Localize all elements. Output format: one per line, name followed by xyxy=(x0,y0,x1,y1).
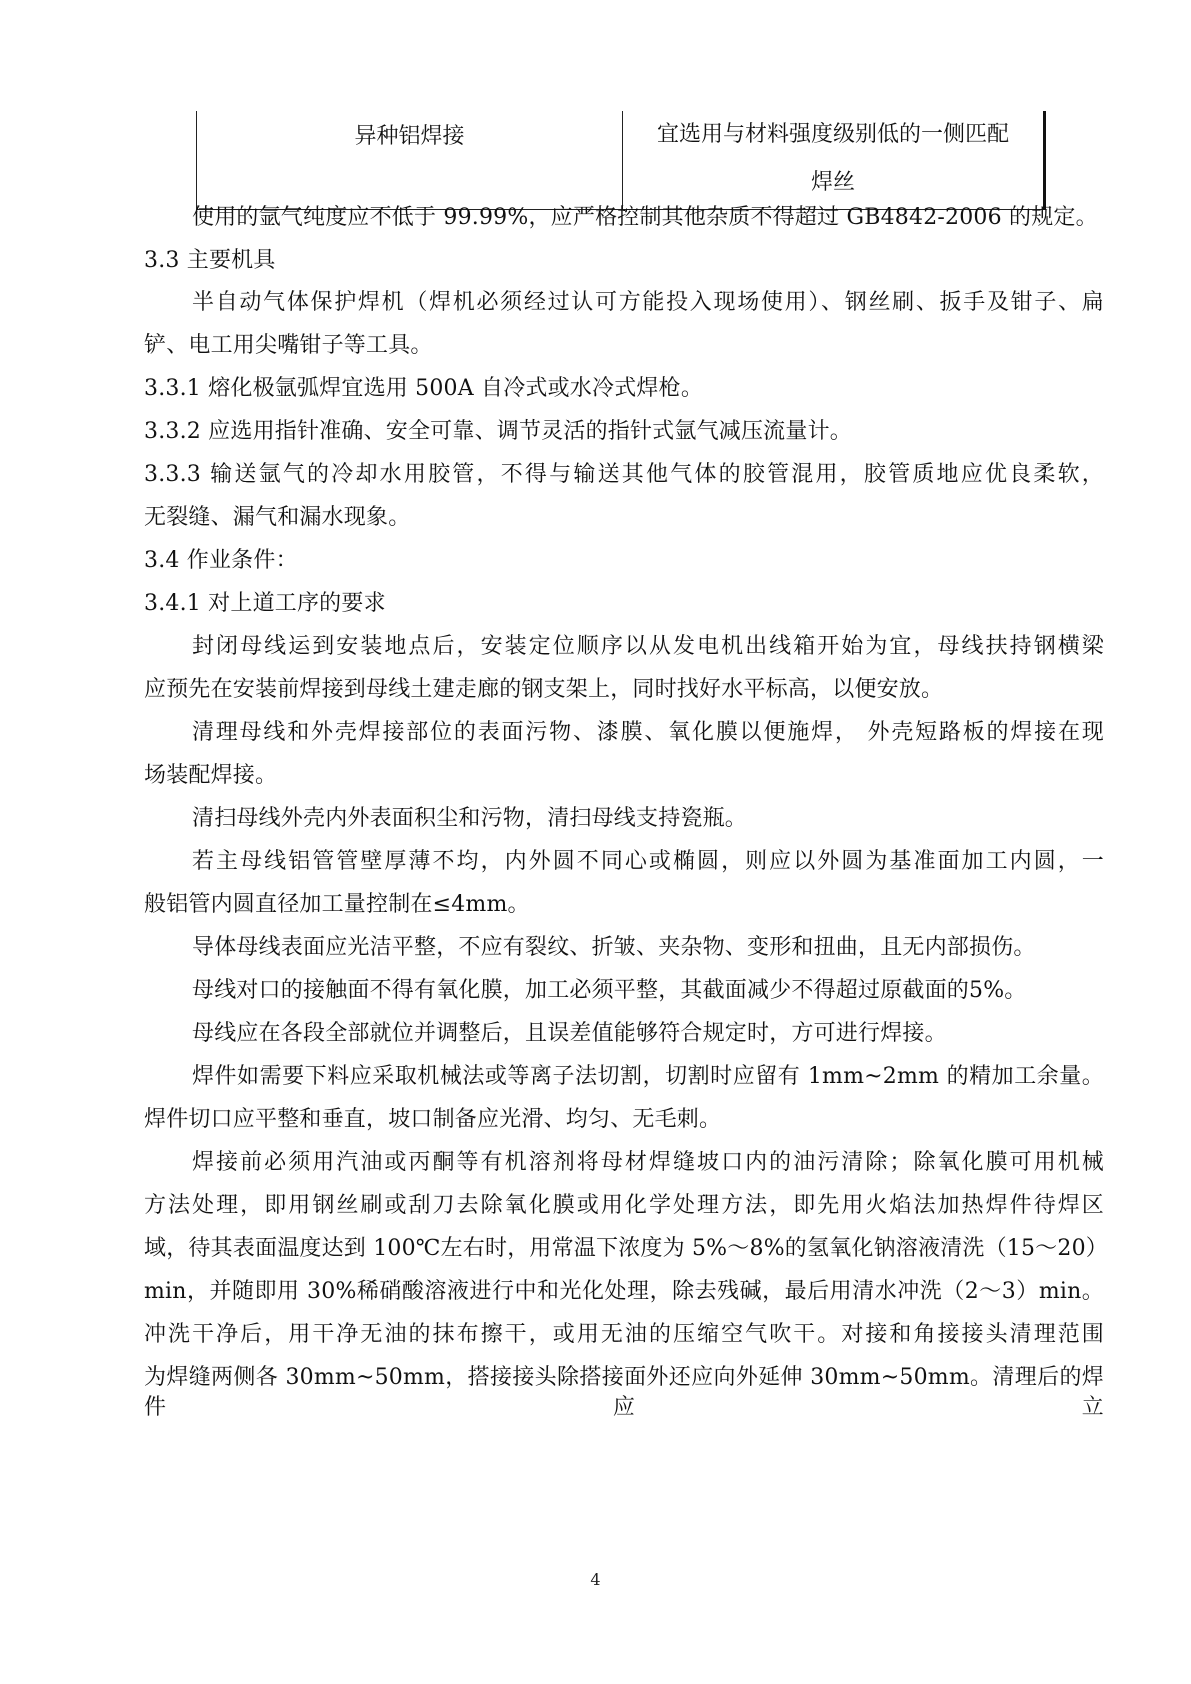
paragraph-cutting-line-2: 焊件切口应平整和垂直，坡口制备应光滑、均匀、无毛刺。 xyxy=(144,1107,722,1132)
wire-selection-line-1: 宜选用与材料强度级别低的一侧匹配 xyxy=(656,122,1009,147)
paragraph-contact-surface: 母线对口的接触面不得有氧化膜，加工必须平整，其截面减少不得超过原截面的5%。 xyxy=(192,978,1027,1003)
table-cell-wire-selection xyxy=(623,111,1045,210)
paragraph-sweeping: 清扫母线外壳内外表面积尘和污物，清扫母线支持瓷瓶。 xyxy=(192,806,748,831)
joint-type-text: 异种铝焊接 xyxy=(354,124,465,149)
paragraph-pretreatment-line-4: min，并随即用 30%稀硝酸溶液进行中和光化处理，除去残碱，最后用清水冲洗（2～3）min。 xyxy=(144,1279,1104,1304)
paragraph-cleaning-line-2: 场装配焊接。 xyxy=(144,763,278,788)
paragraph-tools-line-1: 半自动气体保护焊机（焊机必须经过认可方能投入现场使用）、钢丝刷、扳手及钳子、扁 xyxy=(192,290,1104,315)
paragraph-pretreatment-line-6: 为焊缝两侧各 30mm~50mm，搭接接头除搭接面外还应向外延伸 30mm~50mm。清理后的焊件应立 xyxy=(144,1365,1104,1420)
paragraph-positioning: 母线应在各段全部就位并调整后，且误差值能够符合规定时，方可进行焊接。 xyxy=(192,1021,947,1046)
section-heading-3-4: 3.4 作业条件： xyxy=(144,548,298,573)
filler-wire-table xyxy=(196,111,1046,210)
paragraph-argon-purity: 使用的氩气纯度应不低于 99.99%，应严格控制其他杂质不得超过 GB4842-2006 的规定。 xyxy=(192,205,1098,230)
paragraph-transport-line-2: 应预先在安装前焊接到母线土建走廊的钢支架上，同时找好水平标高，以便安放。 xyxy=(144,677,944,702)
wire-selection-line-2: 焊丝 xyxy=(810,170,855,195)
paragraph-pretreatment-line-3: 域，待其表面温度达到 100℃左右时，用常温下浓度为 5%～8%的氢氧化钠溶液清洗（15～20） xyxy=(144,1236,1108,1261)
subsection-3-3-2: 3.3.2 应选用指针准确、安全可靠、调节灵活的指针式氩气减压流量计。 xyxy=(144,419,852,444)
paragraph-tube-line-1: 若主母线铝管管壁厚薄不均，内外圆不同心或椭圆，则应以外圆为基准面加工内圆，一 xyxy=(192,849,1104,874)
page-number: 4 xyxy=(590,1570,601,1589)
paragraph-surface: 导体母线表面应光洁平整，不应有裂纹、折皱、夹杂物、变形和扭曲，且无内部损伤。 xyxy=(192,935,1036,960)
table-cell-joint-type xyxy=(197,111,623,210)
paragraph-cleaning-line-1: 清理母线和外壳焊接部位的表面污物、漆膜、氧化膜以便施焊， 外壳短路板的焊接在现 xyxy=(192,720,1104,745)
subsection-3-3-1: 3.3.1 熔化极氩弧焊宜选用 500A 自冷式或水冷式焊枪。 xyxy=(144,376,704,401)
subsection-3-3-3-line-2: 无裂缝、漏气和漏水现象。 xyxy=(144,505,411,530)
section-heading-3-3: 3.3 主要机具 xyxy=(144,248,276,273)
paragraph-transport-line-1: 封闭母线运到安装地点后，安装定位顺序以从发电机出线箱开始为宜，母线扶持钢横梁 xyxy=(192,634,1104,659)
paragraph-cutting-line-1: 焊件如需要下料应采取机械法或等离子法切割，切割时应留有 1mm~2mm 的精加工余量。 xyxy=(192,1064,1104,1089)
subsection-3-3-3-line-1: 3.3.3 输送氩气的冷却水用胶管，不得与输送其他气体的胶管混用，胶管质地应优良柔软， xyxy=(144,462,1104,487)
subsection-3-4-1: 3.4.1 对上道工序的要求 xyxy=(144,591,386,616)
paragraph-pretreatment-line-5: 冲洗干净后，用干净无油的抹布擦干，或用无油的压缩空气吹干。对接和角接接头清理范围 xyxy=(144,1322,1104,1347)
table-row xyxy=(197,111,1045,210)
paragraph-tools-line-2: 铲、电工用尖嘴钳子等工具。 xyxy=(144,333,433,358)
paragraph-tube-line-2: 般铝管内圆直径加工量控制在≤4mm。 xyxy=(144,892,530,917)
paragraph-pretreatment-line-1: 焊接前必须用汽油或丙酮等有机溶剂将母材焊缝坡口内的油污清除；除氧化膜可用机械 xyxy=(192,1150,1104,1175)
paragraph-pretreatment-line-2: 方法处理，即用钢丝刷或刮刀去除氧化膜或用化学处理方法，即先用火焰法加热焊件待焊区 xyxy=(144,1193,1104,1218)
